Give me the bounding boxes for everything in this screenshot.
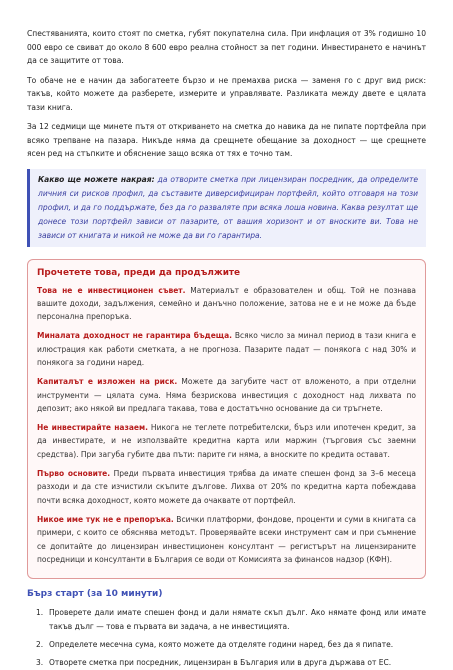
warning-item-label: Това не е инвестиционен съвет.	[37, 285, 186, 295]
warning-item	[37, 421, 416, 461]
quickstart-list	[27, 606, 426, 670]
outcome-callout	[27, 169, 426, 247]
step-number: 3.	[36, 658, 44, 668]
callout-label: Какво ще можете накрая:	[38, 174, 155, 184]
warning-item-text: Всички платформи, фондове, проценти и суми в книгата са примери, с които се обяснява методът. Проверявайте всеки инструмент сам и при съмнение се допитайте до лицензиран инвестиционен консултант — регистърът на лицензираните посредници и консултанти в България се води от Комисията за финансов надзор (КФН).	[37, 514, 416, 564]
step-text: Определете месечна сума, която можете да отделяте години наред, без да я пипате.	[49, 639, 394, 649]
warning-item	[37, 329, 416, 369]
warning-item	[37, 375, 416, 415]
warning-item-text: Преди първата инвестиция трябва да имате спешен фонд за 3–6 месеца разходи и да сте изчистили скъпите дългове. Лихва от 20% по кредитна карта побеждава почти всяка доходност, която можете да очаквате от портфейл.	[37, 469, 416, 505]
warning-item-text: Можете да загубите част от вложеното, а при отделни инструменти — цялата сума. Няма безрискова инвестиция с доходност над лихвата по депозит; ако някой ви предлага такава, това е достатъчно основание да си тръгнете.	[37, 377, 416, 413]
warning-item-label: Никое име тук не е препоръка.	[37, 514, 174, 524]
intro-paragraph: Спестяванията, които стоят по сметка, губят покупателна сила. При инфлация от 3% годишно 10 000 евро се свиват до около 8 600 евро реална стойност за пет години. Инвестирането е начинът да се защитите от това.	[27, 29, 426, 65]
warning-item	[37, 284, 416, 324]
warning-item	[37, 467, 416, 507]
list-item	[27, 606, 426, 633]
intro-paragraph: То обаче не е начин да забогатеете бързо и не премахва риска — заменя го с друг вид риск: такъв, който можете да разберете, измерите и управлявате. Разликата между двете е цялата тази книга.	[27, 75, 426, 112]
warning-item-text: Никога не теглете потребителски, бърз или ипотечен кредит, за да инвестирате, и не използвайте кредитна карта или маржин (търговия със заемни средства). При загуба губите два пъти: парите ги няма, а вноските по кредита остават.	[37, 423, 417, 459]
warning-item-label: Първо основите.	[37, 469, 111, 479]
quickstart-heading: Бърз старт (за 10 минути)	[27, 589, 163, 600]
step-number: 1.	[36, 608, 44, 618]
warning-item-text: Материалът е образователен и общ. Той не познава вашите доходи, задължения, семейно и данъчно положение, затова не е и не може да бъде персонална препоръка.	[37, 285, 416, 322]
step-text: Проверете дали имате спешен фонд и дали нямате скъп дълг. Ако нямате фонд или имате такъв дълг — това е първата ви задача, а не инвестицията.	[49, 608, 426, 631]
callout-text: да отворите сметка при лицензиран посредник, да определите личния си рисков профил, да съставите диверсифициран портфейл, който отговаря на този профил, и да го поддържате, без да го разваляте при всяка лоша новина. Каква резултат ще донесе този портфейл зависи от пазарите, от вашия хоризонт и от вноските ви. Това не зависи от книгата и никой не може да ви го гарантира.	[38, 174, 418, 240]
warning-item	[37, 513, 416, 566]
warning-item-text: Всяко число за минал период в тази книга е илюстрация как работи сметката, а не прогноза. Пазарите падат — понякога с над 30% и понякога за години наред.	[37, 331, 416, 367]
warning-item-label: Миналата доходност не гарантира бъдеща.	[37, 331, 232, 341]
step-text: Отворете сметка при посредник, лицензиран в България или в друга държава от ЕС.	[49, 658, 392, 668]
list-item	[27, 656, 426, 669]
warning-item-label: Капиталът е изложен на риск.	[37, 377, 178, 387]
step-number: 2.	[36, 639, 44, 649]
warning-title: Прочетете това, преди да продължите	[37, 267, 241, 278]
warning-item-label: Не инвестирайте назаем.	[37, 423, 148, 433]
warning-box	[27, 259, 426, 580]
intro-paragraph: За 12 седмици ще минете пътя от откриването на сметка до навика да не пипате портфейла при всяко трепване на пазара. Никъде няма да срещнете обещание за доходност — ще срещнете ясен ред на стъпките и обяснение защо всяка от тях е точно там.	[27, 122, 426, 158]
